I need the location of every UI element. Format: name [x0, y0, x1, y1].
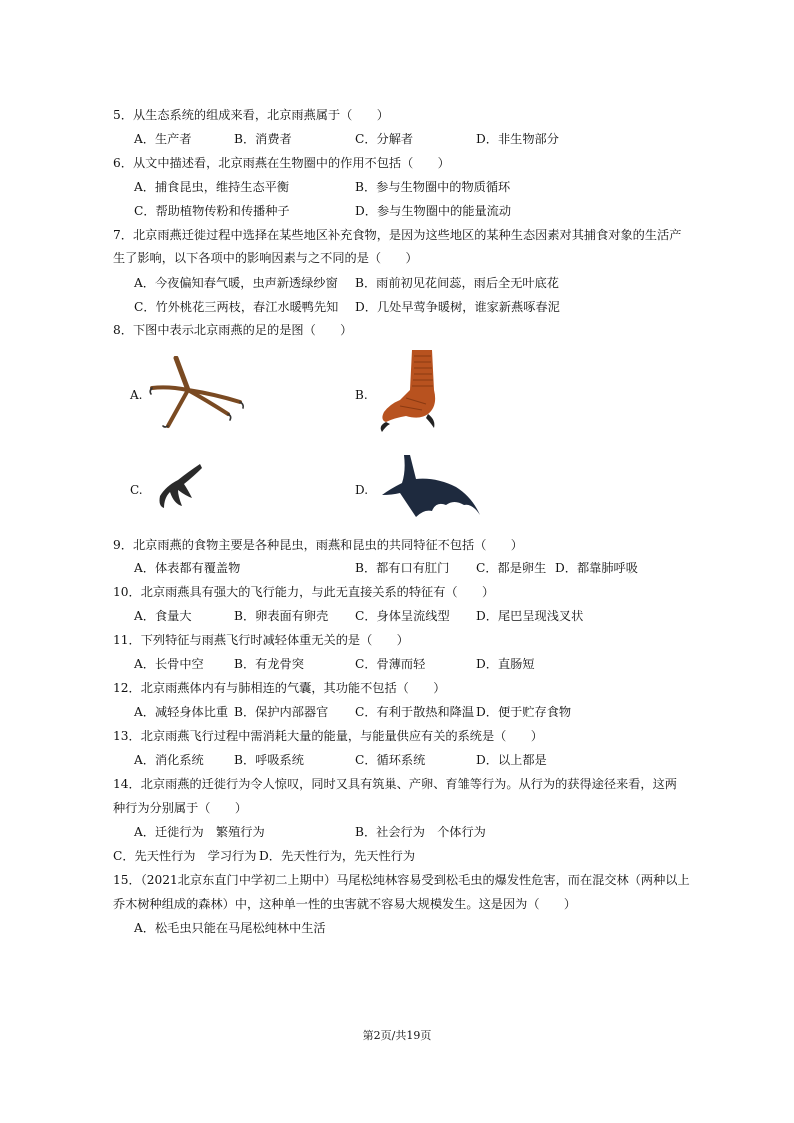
option-d: D．便于贮存食物 [476, 705, 572, 719]
question-7-options-row2 [0, 299, 794, 315]
option-c: C．竹外桃花三两枝，春江水暖鸭先知 [134, 300, 339, 314]
bird-foot-b-image [376, 350, 446, 432]
question-15-stem-line2: 乔木树种组成的森林）中，这种单一性的虫害就不容易大规模发生。这是因为（ ） [113, 897, 577, 911]
option-a: A．食量大 [134, 609, 192, 623]
option-b: B．保护内部器官 [234, 705, 329, 719]
option-a: A．体表都有覆盖物 [134, 561, 241, 575]
option-c: C．有利于散热和降温 [355, 705, 475, 719]
option-a: A．今夜偏知春气暖，虫声新透绿纱窗 [134, 276, 338, 290]
question-10-options [0, 608, 794, 624]
option-b: B．有龙骨突 [234, 657, 304, 671]
question-12-options [0, 704, 794, 720]
option-a: A．减轻身体比重 [134, 705, 229, 719]
option-b: B．消费者 [234, 132, 292, 146]
question-14-options-row2 [0, 848, 794, 864]
figure-a-label: A. [130, 388, 143, 402]
question-9-stem: 9．北京雨燕的食物主要是各种昆虫，雨燕和昆虫的共同特征不包括（ ） [113, 538, 523, 552]
option-a: A．长骨中空 [134, 657, 204, 671]
figure-b-label: B. [355, 388, 368, 402]
bird-foot-d-image [376, 455, 482, 525]
page-number-footer: 第2页/共19页 [362, 1029, 432, 1042]
option-c: C．帮助植物传粉和传播种子 [134, 204, 290, 218]
option-b: B．卵表面有卵壳 [234, 609, 329, 623]
question-15-option-a: A．松毛虫只能在马尾松纯林中生活 [134, 921, 326, 935]
question-14-stem-line1: 14．北京雨燕的迁徙行为令人惊叹，同时又具有筑巢、产卵、育雏等行为。从行为的获得途径来看，这两 [113, 777, 677, 791]
option-d: D．参与生物圈中的能量流动 [355, 204, 512, 218]
option-d: D．都靠肺呼吸 [555, 561, 638, 575]
option-d: D．直肠短 [476, 657, 535, 671]
option-c: C．循环系统 [355, 753, 426, 767]
question-5-options [0, 131, 794, 147]
question-6-options-row1 [0, 179, 794, 195]
option-c: C．分解者 [355, 132, 414, 146]
option-a: A．消化系统 [134, 753, 204, 767]
question-13-options [0, 752, 794, 768]
option-d: D．几处早莺争暖树，谁家新燕啄春泥 [355, 300, 560, 314]
question-14-options-row1 [0, 824, 794, 840]
figure-d-label: D. [355, 483, 369, 497]
option-b: B．雨前初见花间蕊，雨后全无叶底花 [355, 276, 559, 290]
option-b: B．社会行为 个体行为 [355, 825, 486, 839]
question-11-stem: 11．下列特征与雨燕飞行时减轻体重无关的是（ ） [113, 633, 409, 647]
option-d: D．非生物部分 [476, 132, 559, 146]
option-c: C．骨薄而轻 [355, 657, 426, 671]
question-9-options [0, 560, 794, 576]
figure-c-label: C. [130, 483, 143, 497]
question-15-stem-line1: 15．（2021北京东直门中学初二上期中）马尾松纯林容易受到松毛虫的爆发性危害，而在混交林（两种以上 [113, 873, 690, 887]
option-a: A．生产者 [134, 132, 192, 146]
option-b: B．呼吸系统 [234, 753, 304, 767]
question-11-options [0, 656, 794, 672]
question-7-options-row1 [0, 275, 794, 291]
option-c: C．都是卵生 [476, 561, 547, 575]
option-b: B．参与生物圈中的物质循环 [355, 180, 511, 194]
question-5-stem: 5．从生态系统的组成来看，北京雨燕属于（ ） [113, 108, 389, 122]
option-d: D．先天性行为，先天性行为 [259, 849, 416, 863]
option-a: A．捕食昆虫，维持生态平衡 [134, 180, 290, 194]
option-d: D．尾巴呈现浅叉状 [476, 609, 584, 623]
bird-foot-c-image [152, 462, 206, 512]
question-13-stem: 13．北京雨燕飞行过程中需消耗大量的能量，与能量供应有关的系统是（ ） [113, 729, 543, 743]
question-6-stem: 6．从文中描述看，北京雨燕在生物圈中的作用不包括（ ） [113, 156, 450, 170]
option-c: C．身体呈流线型 [355, 609, 450, 623]
option-a: A．迁徙行为 繁殖行为 [134, 825, 265, 839]
bird-foot-a-image [148, 356, 248, 432]
question-6-options-row2 [0, 203, 794, 219]
question-12-stem: 12．北京雨燕体内有与肺相连的气囊，其功能不包括（ ） [113, 681, 446, 695]
option-d: D．以上都是 [476, 753, 547, 767]
question-8-stem: 8．下图中表示北京雨燕的足的是图（ ） [113, 323, 353, 337]
option-c: C．先天性行为 学习行为 [113, 849, 257, 863]
option-b: B．都有口有肛门 [355, 561, 450, 575]
question-10-stem: 10．北京雨燕具有强大的飞行能力，与此无直接关系的特征有（ ） [113, 585, 495, 599]
question-7-stem-line2: 生了影响，以下各项中的影响因素与之不同的是（ ） [113, 251, 418, 265]
question-7-stem-line1: 7．北京雨燕迁徙过程中选择在某些地区补充食物，是因为这些地区的某种生态因素对其捕食对象的生活产 [113, 228, 682, 242]
question-14-stem-line2: 种行为分别属于（ ） [113, 801, 248, 815]
